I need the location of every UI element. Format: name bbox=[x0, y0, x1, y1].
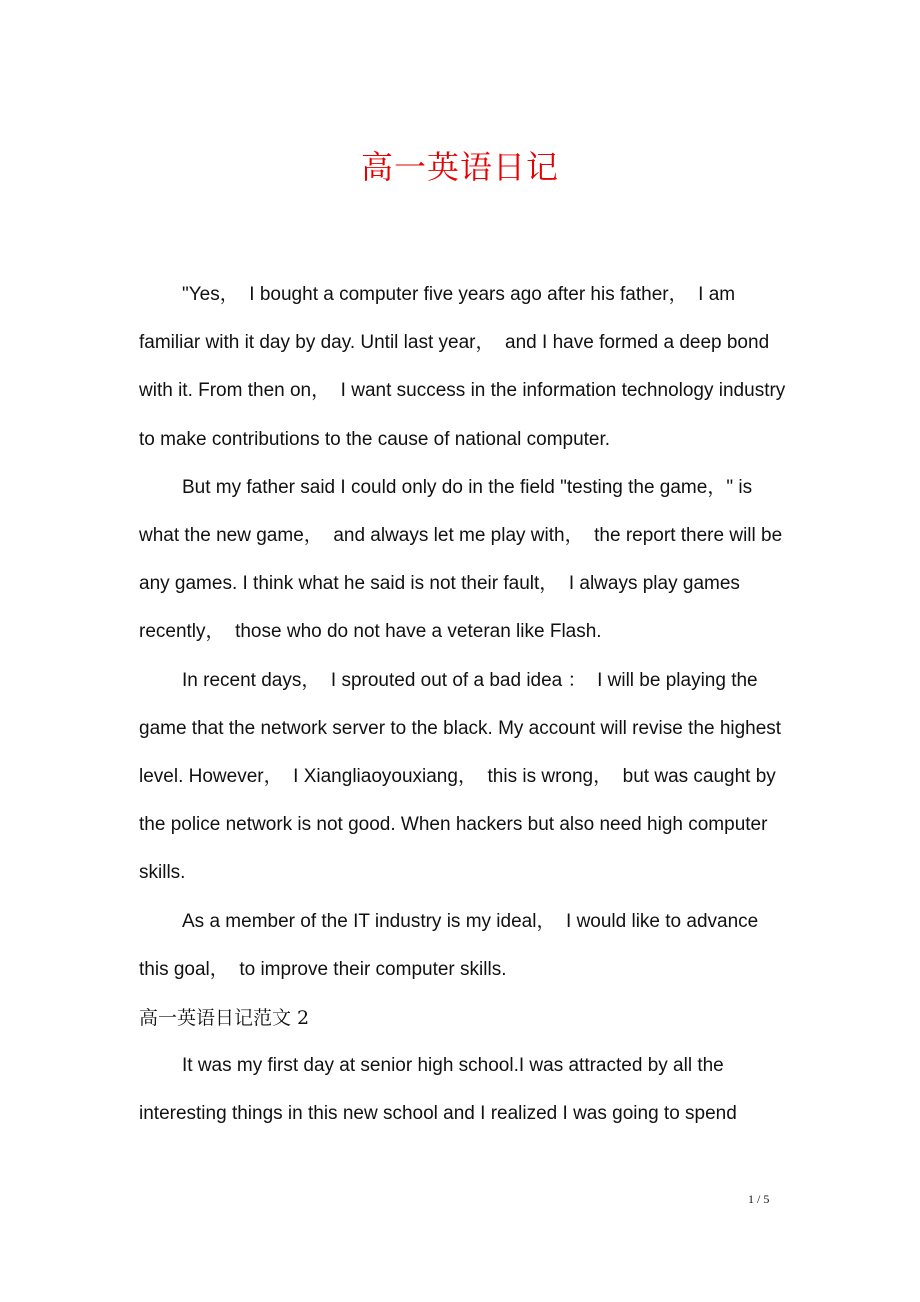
paragraph: "Yes， I bought a computer five years ago after his father， I am familiar with it day by day. Until last year， and I have formed a deep bond with it. From then on， I want success in the information technology industry to make contributions to the cause of national computer. bbox=[139, 284, 791, 450]
paragraph: It was my first day at senior high school.I was attracted by all the interesting things in this new school and I realized I was going to spend bbox=[139, 1055, 737, 1125]
document-body bbox=[139, 271, 789, 1139]
paragraph: But my father said I could only do in the field "testing the game，" is what the new game， and always let me play with， the report there will be any games. I think what he said is not their fault， I always play games recently， those who do not have a veteran like Flash. bbox=[139, 476, 788, 643]
section-subheading: 高一英语日记范文 2 bbox=[139, 1007, 310, 1030]
document-title: 高一英语日记 bbox=[360, 148, 559, 186]
page-number: 1 / 5 bbox=[748, 1192, 770, 1206]
paragraph: As a member of the IT industry is my ideal， I would like to advance this goal， to improve their computer skills. bbox=[139, 910, 764, 980]
paragraph: In recent days， I sprouted out of a bad idea ： I will be playing the game that the network server to the black. My account will revise the highest level. However， I Xiangliaoyouxiang， this is wrong， but was caught by the police network is not good. When hackers but also need high computer skills. bbox=[139, 669, 787, 884]
